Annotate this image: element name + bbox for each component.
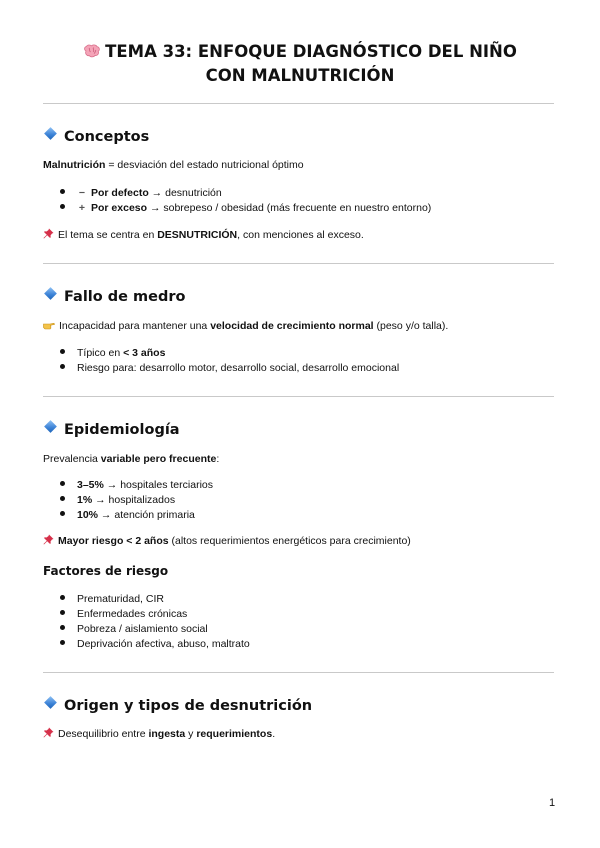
plus-icon: + <box>78 202 86 214</box>
diamond-icon <box>44 287 57 300</box>
list-item: 10% → atención primaria <box>60 508 195 522</box>
pushpin-icon <box>43 727 54 738</box>
list-item: Enfermedades crónicas <box>60 607 187 621</box>
list-item: − Por defecto → desnutrición <box>60 186 222 200</box>
page-title <box>40 40 560 88</box>
list-item: 3–5% → hospitales terciarios <box>60 478 213 492</box>
subheading-factores-de-riesgo: Factores de riesgo <box>43 564 169 578</box>
pushpin-icon <box>43 534 54 545</box>
diamond-icon <box>44 127 57 140</box>
definition-paragraph: Malnutrición = desviación del estado nutricional óptimo <box>43 159 304 171</box>
section-heading-origen: Origen y tipos de desnutrición <box>43 697 312 715</box>
pointing-hand-icon <box>43 320 55 330</box>
note-paragraph: Mayor riesgo < 2 años (altos requerimientos energéticos para crecimiento) <box>43 534 411 548</box>
divider <box>43 396 554 397</box>
page-number: 1 <box>549 797 556 809</box>
title-line-1: TEMA 33: ENFOQUE DIAGNÓSTICO DEL NIÑO <box>105 42 517 61</box>
list-item: Típico en < 3 años <box>60 346 165 360</box>
minus-icon: − <box>78 187 86 199</box>
title-line-2: CON MALNUTRICIÓN <box>205 66 395 85</box>
divider <box>43 103 554 104</box>
list-item: 1% → hospitalizados <box>60 493 175 507</box>
section-heading-conceptos: Conceptos <box>43 128 149 146</box>
pushpin-icon <box>43 228 54 239</box>
list-item: Riesgo para: desarrollo motor, desarrollo social, desarrollo emocional <box>60 361 399 375</box>
note-paragraph: El tema se centra en DESNUTRICIÓN, con menciones al exceso. <box>43 228 364 242</box>
intro-paragraph: Incapacidad para mantener una velocidad de crecimiento normal (peso y/o talla). <box>43 319 448 333</box>
list-item: Prematuridad, CIR <box>60 592 164 606</box>
section-heading-fallo-de-medro: Fallo de medro <box>43 288 186 306</box>
section-heading-epidemiologia: Epidemiología <box>43 421 180 439</box>
divider <box>43 263 554 264</box>
note-paragraph: Desequilibrio entre ingesta y requerimientos. <box>43 727 275 741</box>
diamond-icon <box>44 420 57 433</box>
list-item: + Por exceso → sobrepeso / obesidad (más frecuente en nuestro entorno) <box>60 201 431 215</box>
prevalence-paragraph: Prevalencia variable pero frecuente: <box>43 453 220 465</box>
list-item: Deprivación afectiva, abuso, maltrato <box>60 637 250 651</box>
diamond-icon <box>44 696 57 709</box>
list-item: Pobreza / aislamiento social <box>60 622 208 636</box>
brain-icon <box>83 44 101 58</box>
divider <box>43 672 554 673</box>
